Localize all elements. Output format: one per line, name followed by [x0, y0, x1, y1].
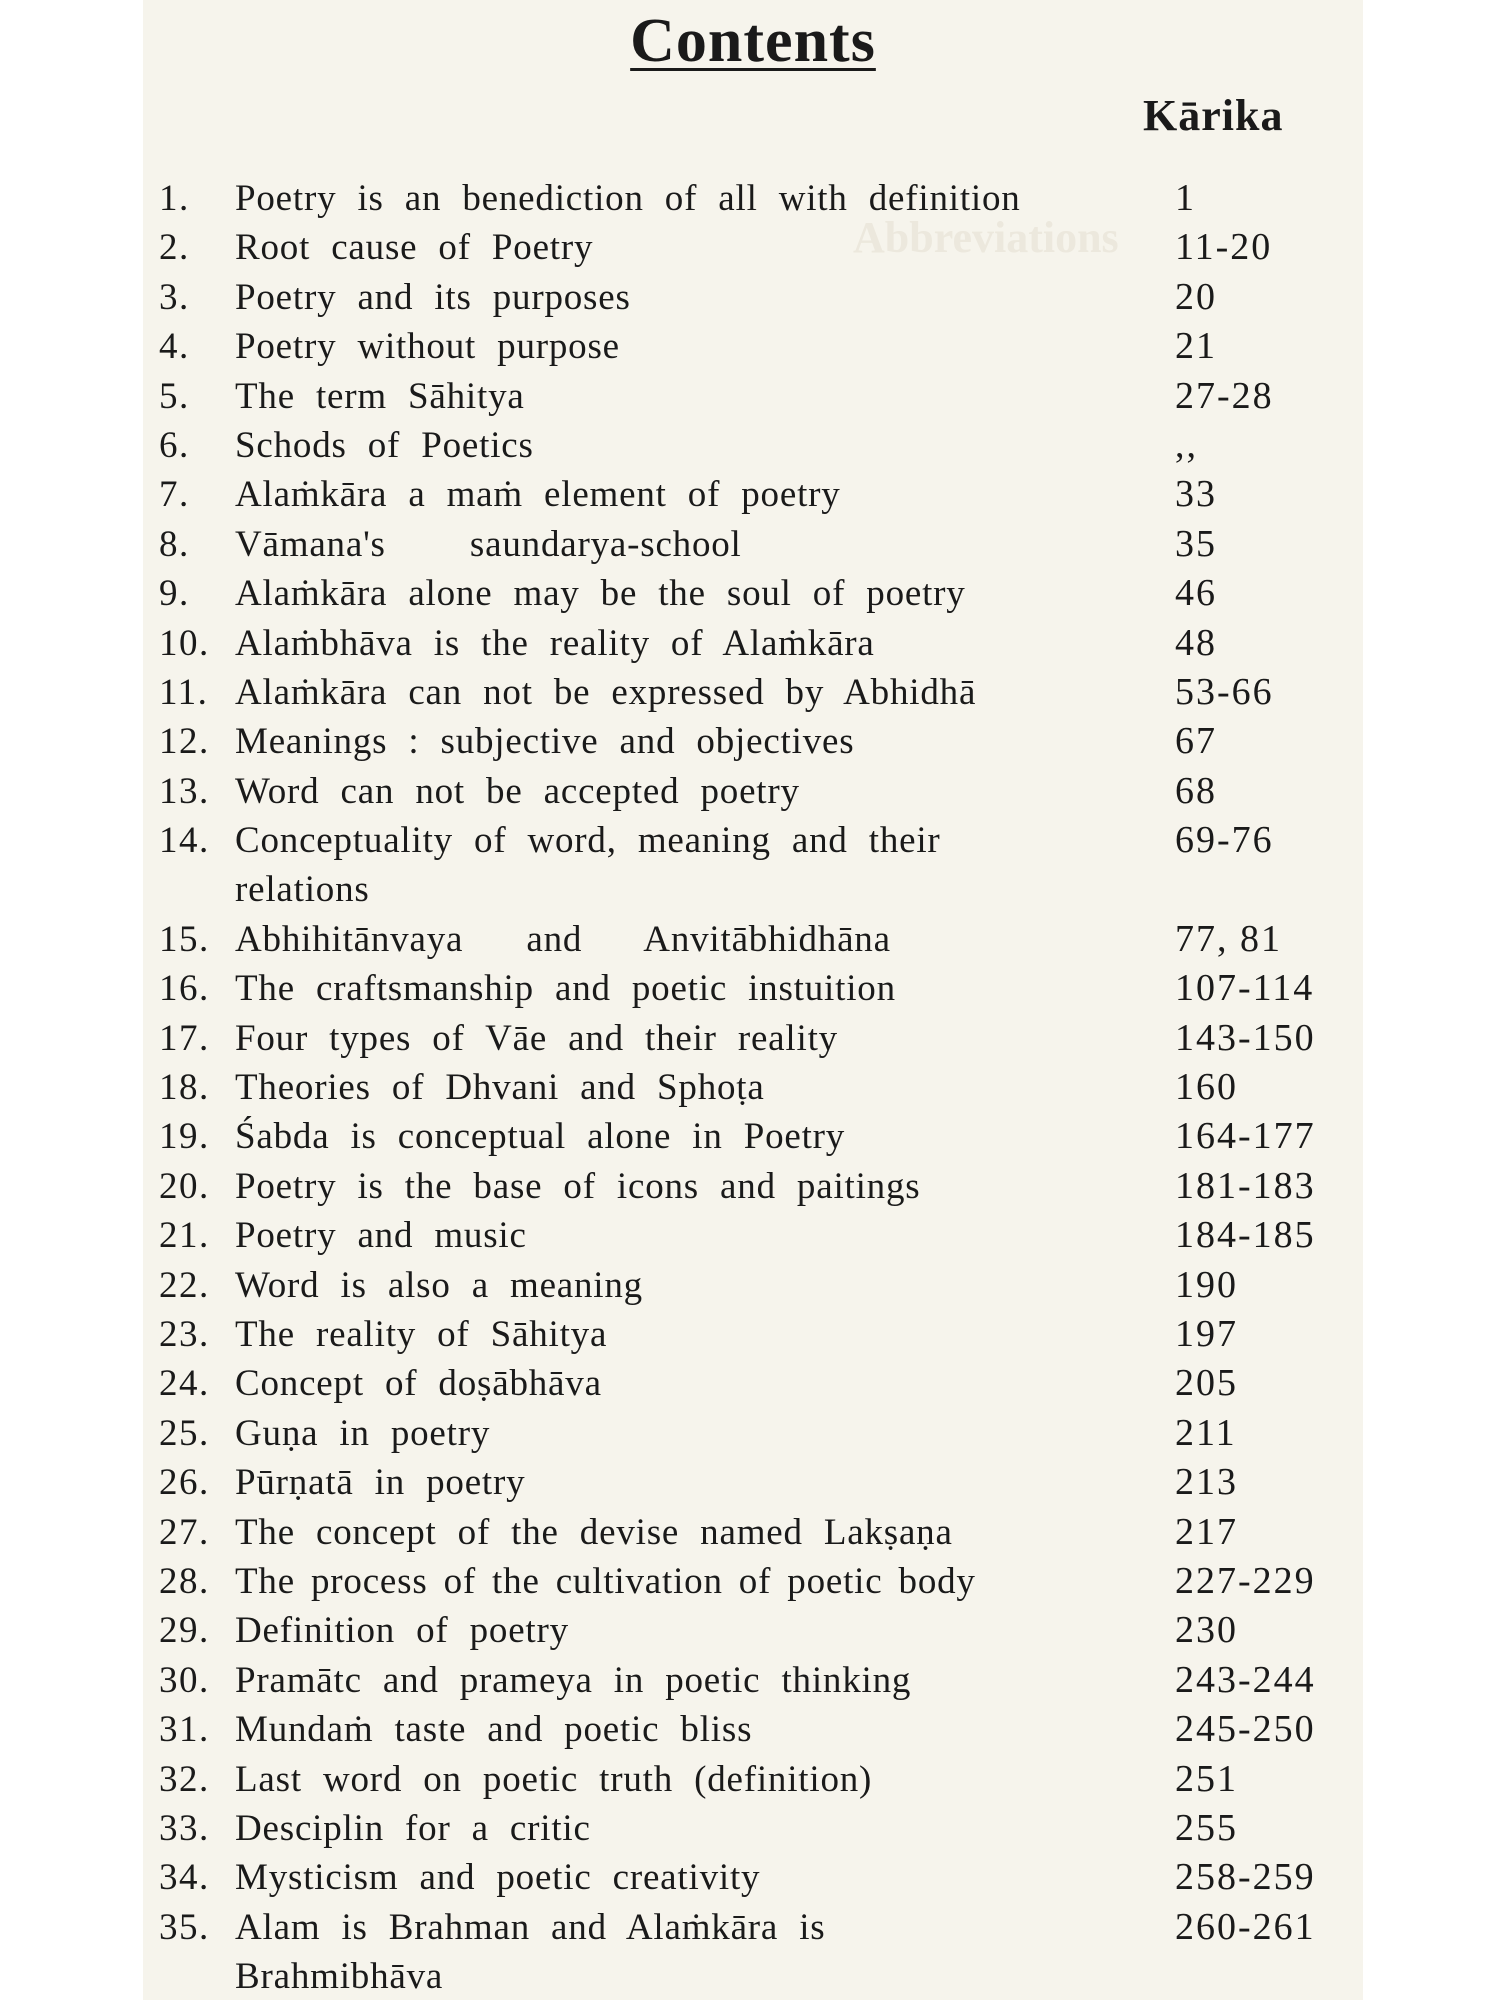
- entry-number: 34.: [159, 1857, 210, 1899]
- entry-number: 22.: [159, 1264, 210, 1306]
- entry-title: Śabda is conceptual alone in Poetry: [235, 1116, 846, 1158]
- entry-number: 1.: [159, 178, 190, 219]
- entry-number: 30.: [159, 1659, 210, 1701]
- entry-karika: 35: [1175, 522, 1217, 565]
- entry-number: 14.: [159, 820, 210, 862]
- contents-entry: [143, 470, 1363, 519]
- entry-number: 21.: [159, 1215, 210, 1257]
- entry-number: 13.: [159, 770, 210, 812]
- entry-title: The reality of Sāhitya: [235, 1314, 608, 1355]
- entry-number: 11.: [159, 671, 209, 713]
- entry-number: 16.: [159, 968, 210, 1010]
- entry-title: Pramātc and prameya in poetic thinking: [235, 1659, 912, 1701]
- entry-title: The craftsmanship and poetic instuition: [235, 968, 896, 1010]
- entry-title: Mundaṁ taste and poetic bliss: [235, 1709, 753, 1751]
- entry-number: 9.: [159, 573, 190, 615]
- entry-karika: 27-28: [1175, 374, 1274, 417]
- contents-entry: [143, 717, 1363, 766]
- entry-title: Root cause of Poetry: [235, 227, 594, 269]
- contents-entry: [143, 1557, 1363, 1606]
- entry-title: Desciplin for a critic: [235, 1807, 591, 1849]
- entry-title: Four types of Vāe and their reality: [235, 1017, 838, 1059]
- entry-title: Poetry and its purposes: [235, 276, 631, 318]
- entry-title: Theories of Dhvani and Sphoṭa: [235, 1067, 765, 1109]
- contents-entry: [143, 273, 1363, 322]
- entry-title: The concept of the devise named Lakṣaṇa: [235, 1511, 953, 1553]
- entry-number: 31.: [159, 1709, 210, 1751]
- entry-number: 5.: [159, 375, 190, 417]
- entry-title: Word can not be accepted poetry: [235, 770, 800, 812]
- entry-number: 35.: [159, 1906, 210, 1948]
- contents-entry: [143, 1211, 1363, 1260]
- contents-entry: [143, 569, 1363, 618]
- entry-karika: 190: [1175, 1263, 1238, 1306]
- entry-number: 6.: [159, 424, 190, 466]
- entry-karika: 68: [1175, 769, 1217, 812]
- karika-column-header: Kārika: [1143, 91, 1284, 140]
- entry-title: Alaṁkāra alone may be the soul of poetry: [235, 573, 966, 615]
- contents-entry: [143, 1656, 1363, 1705]
- bleed-through-heading: Abbreviations: [853, 213, 1119, 262]
- entry-karika: 48: [1175, 621, 1217, 664]
- entry-karika: 227-229: [1175, 1559, 1316, 1602]
- contents-entry: [143, 372, 1363, 421]
- entry-title: Poetry is an benediction of all with definition: [235, 178, 1021, 219]
- entry-karika: 197: [1175, 1313, 1238, 1355]
- contents-entry: [143, 1112, 1363, 1161]
- entry-karika: 255: [1175, 1806, 1238, 1849]
- contents-entry: [143, 1063, 1363, 1112]
- entry-title: Last word on poetic truth (definition): [235, 1758, 873, 1800]
- entry-title: The process of the cultivation of poetic body: [235, 1560, 976, 1602]
- entry-karika: 33: [1175, 473, 1217, 516]
- entry-number: 10.: [159, 622, 210, 664]
- entry-karika: 21: [1175, 325, 1217, 368]
- entry-number: 28.: [159, 1560, 210, 1602]
- entry-number: 8.: [159, 523, 190, 565]
- entry-number: 32.: [159, 1758, 210, 1800]
- entry-karika: 260-261: [1175, 1905, 1316, 1948]
- entry-karika: 160: [1175, 1066, 1238, 1109]
- entry-karika: 46: [1175, 572, 1217, 615]
- entry-title: Alaṁkāra can not be expressed by Abhidhā: [235, 671, 977, 713]
- entry-number: 24.: [159, 1363, 210, 1405]
- entry-number: 20.: [159, 1165, 210, 1207]
- entry-karika: 69-76: [1175, 819, 1274, 862]
- contents-entry: [143, 1755, 1363, 1804]
- contents-entry: [143, 1014, 1363, 1063]
- contents-entry: [143, 1705, 1363, 1754]
- entry-number: 26.: [159, 1462, 210, 1504]
- contents-entry: [143, 767, 1363, 816]
- contents-entry: [143, 1903, 1363, 2000]
- entry-karika: 11-20: [1175, 226, 1273, 269]
- contents-entry: [143, 915, 1363, 964]
- contents-entry: [143, 174, 1363, 223]
- entry-number: 3.: [159, 276, 190, 318]
- entry-title: Schods of Poetics: [235, 424, 534, 466]
- entry-number: 2.: [159, 227, 190, 269]
- entry-number: 15.: [159, 918, 210, 960]
- entry-number: 12.: [159, 721, 210, 763]
- contents-entry: [143, 223, 1363, 272]
- entry-title: Vāmana's saundarya-school: [235, 523, 742, 565]
- entry-karika: 217: [1175, 1510, 1238, 1553]
- entry-karika: 143-150: [1175, 1016, 1316, 1059]
- contents-entry: [143, 1458, 1363, 1507]
- entry-karika: 53-66: [1175, 670, 1274, 713]
- book-page: [143, 0, 1363, 2000]
- entry-number: 7.: [159, 474, 190, 516]
- contents-entry: [143, 1359, 1363, 1408]
- entry-karika: 205: [1175, 1362, 1238, 1405]
- contents-entry: [143, 520, 1363, 569]
- page-title: Contents: [630, 7, 876, 75]
- entry-karika: 1: [1175, 177, 1196, 219]
- entry-karika: 213: [1175, 1461, 1238, 1504]
- entry-title: Poetry is the base of icons and paitings: [235, 1165, 921, 1207]
- entry-title: Meanings : subjective and objectives: [235, 721, 855, 763]
- contents-entry: [143, 816, 1363, 915]
- entry-karika: ,,: [1175, 423, 1198, 466]
- entry-title: Word is also a meaning: [235, 1264, 643, 1306]
- entry-title: Alaṁkāra a maṁ element of poetry: [235, 474, 841, 516]
- entry-number: 25.: [159, 1412, 210, 1454]
- entry-title: Definition of poetry: [235, 1610, 569, 1652]
- entry-title: Poetry without purpose: [235, 326, 620, 368]
- entry-number: 19.: [159, 1116, 210, 1158]
- entry-karika: 184-185: [1175, 1214, 1316, 1257]
- contents-entry: [143, 1261, 1363, 1310]
- contents-entry: [143, 964, 1363, 1013]
- entry-karika: 67: [1175, 720, 1217, 763]
- contents-entry: [143, 1804, 1363, 1853]
- entry-number: 23.: [159, 1314, 210, 1355]
- entry-number: 33.: [159, 1807, 210, 1849]
- entry-title: Abhihitānvaya and Anvitābhidhāna: [235, 918, 891, 960]
- contents-entry: [143, 1508, 1363, 1557]
- entry-karika: 211: [1175, 1411, 1237, 1454]
- entry-karika: 245-250: [1175, 1708, 1316, 1751]
- contents-entry: [143, 668, 1363, 717]
- entry-title: Guṇa in poetry: [235, 1412, 491, 1454]
- entry-number: 29.: [159, 1610, 210, 1652]
- contents-entry: [143, 1310, 1363, 1359]
- contents-entry: [143, 619, 1363, 668]
- entry-karika: 77, 81: [1175, 917, 1282, 960]
- entry-title: Mysticism and poetic creativity: [235, 1857, 761, 1899]
- entry-number: 17.: [159, 1017, 210, 1059]
- entry-karika: 164-177: [1175, 1115, 1316, 1158]
- contents-list: [143, 174, 1363, 2000]
- entry-number: 4.: [159, 326, 190, 368]
- contents-entry: [143, 1409, 1363, 1458]
- contents-entry: [143, 322, 1363, 371]
- entry-number: 27.: [159, 1511, 210, 1553]
- entry-karika: 107-114: [1175, 967, 1315, 1010]
- contents-entry: [143, 421, 1363, 470]
- entry-title: Pūrṇatā in poetry: [235, 1462, 526, 1504]
- entry-karika: 181-183: [1175, 1164, 1316, 1207]
- entry-title: Conceptuality of word, meaning and their relations: [235, 820, 962, 911]
- entry-title: Alaṁbhāva is the reality of Alaṁkāra: [235, 622, 875, 664]
- entry-karika: 258-259: [1175, 1856, 1316, 1899]
- entry-title: Poetry and music: [235, 1215, 527, 1257]
- entry-number: 18.: [159, 1067, 210, 1109]
- contents-entry: [143, 1853, 1363, 1902]
- entry-karika: 251: [1175, 1757, 1238, 1800]
- entry-karika: 20: [1175, 275, 1217, 318]
- contents-entry: [143, 1606, 1363, 1655]
- contents-entry: [143, 1162, 1363, 1211]
- entry-title: Concept of doṣābhāva: [235, 1363, 602, 1405]
- entry-karika: 230: [1175, 1609, 1238, 1652]
- entry-karika: 243-244: [1175, 1658, 1316, 1701]
- entry-title: Alam is Brahman and Alaṁkāra is Brahmibhāva: [235, 1906, 847, 1997]
- entry-title: The term Sāhitya: [235, 375, 525, 417]
